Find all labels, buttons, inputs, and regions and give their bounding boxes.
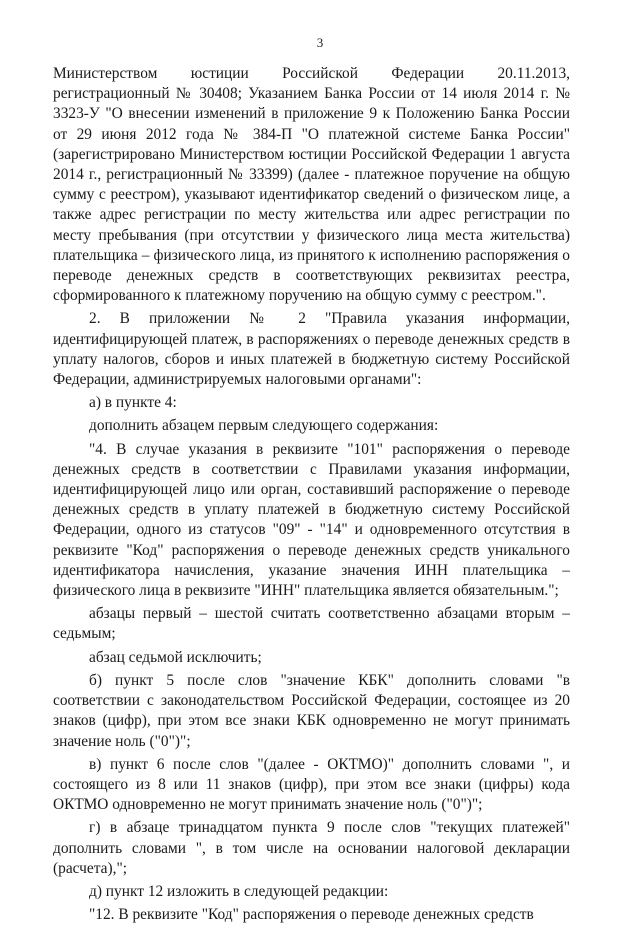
paragraph-add-first-abzac: дополнить абзацем первым следующего содержания: xyxy=(89,417,439,435)
paragraph-subitem-a: а) в пункте 4: xyxy=(89,394,177,412)
paragraph-subitem-b: б) пункт 5 после слов "значение КБК" дополнить словами "в соответствии с законодательством Российской Федерации, состоящее из 20 знаков (цифр), при этом все знаки КБК одновременно не могут принимать значение ноль ("0")"; xyxy=(53,671,570,750)
paragraph-quote-4: "4. В случае указания в реквизите "101" распоряжения о переводе денежных средств в соответствии с Правилами указания информации, идентифицирующей лицо или орган, составивший распоряжение о переводе денежных средств в уплату платежей в бюджетную систему Российской Федерации, одного из статусов "09" - "14" и одновременного отсутствия в реквизите "Код" распоряжения о переводе денежных средств уникального идентификатора начисления, указание значения ИНН плательщика – физического лица в реквизите "ИНН" плательщика является обязательным."; xyxy=(53,440,570,600)
paragraph-subitem-g: г) в абзаце тринадцатом пункта 9 после слов "текущих платежей" дополнить словами ", в том числе на основании налоговой декларации (расчета),"; xyxy=(53,819,570,877)
page-number: 3 xyxy=(316,35,324,50)
paragraph-item-2: 2. В приложении № 2 "Правила указания информации, идентифицирующей платеж, в распоряжениях о переводе денежных средств в уплату налогов, сборов и иных платежей в бюджетную систему Российской Федерации, администрируемых налоговыми органами": xyxy=(53,310,570,389)
paragraph-subitem-v: в) пункт 6 после слов "(далее - ОКТМО)" дополнить словами ", и состоящего из 8 или 11 знаков (цифр), при этом все знаки (цифры) кода ОКТМО одновременно не могут принимать значение ноль ("0")"; xyxy=(53,755,570,814)
document-body xyxy=(53,64,570,928)
paragraph-exclude: абзац седьмой исключить; xyxy=(89,648,262,666)
paragraph-renumber: абзацы первый – шестой считать соответственно абзацами вторым – седьмым; xyxy=(53,605,570,643)
paragraph-continuation: Министерством юстиции Российской Федерации 20.11.2013, регистрационный № 30408; Указанием Банка России от 14 июля 2014 г. № 3323-У "О внесении изменений в приложение 9 к Положению Банка России от 29 июня 2012 года № 384-П "О платежной системе Банка России" (зарегистрировано Министерством юстиции Российской Федерации 1 августа 2014 г., регистрационный № 33399) (далее - платежное поручение на общую сумму с реестром), указывают идентификатор сведений о физическом лице, а также адрес регистрации по месту жительства или адрес регистрации по месту пребывания (при отсутствии у физического лица места жительства) плательщика – физического лица, из принятого к исполнению распоряжения о переводе денежных средств в соответствующих реквизитах реестра, сформированного к платежному поручению на общую сумму с реестром.". xyxy=(53,65,570,305)
paragraph-subitem-d: д) пункт 12 изложить в следующей редакции: xyxy=(89,882,389,900)
paragraph-quote-12: "12. В реквизите "Код" распоряжения о переводе денежных средств xyxy=(89,906,534,924)
